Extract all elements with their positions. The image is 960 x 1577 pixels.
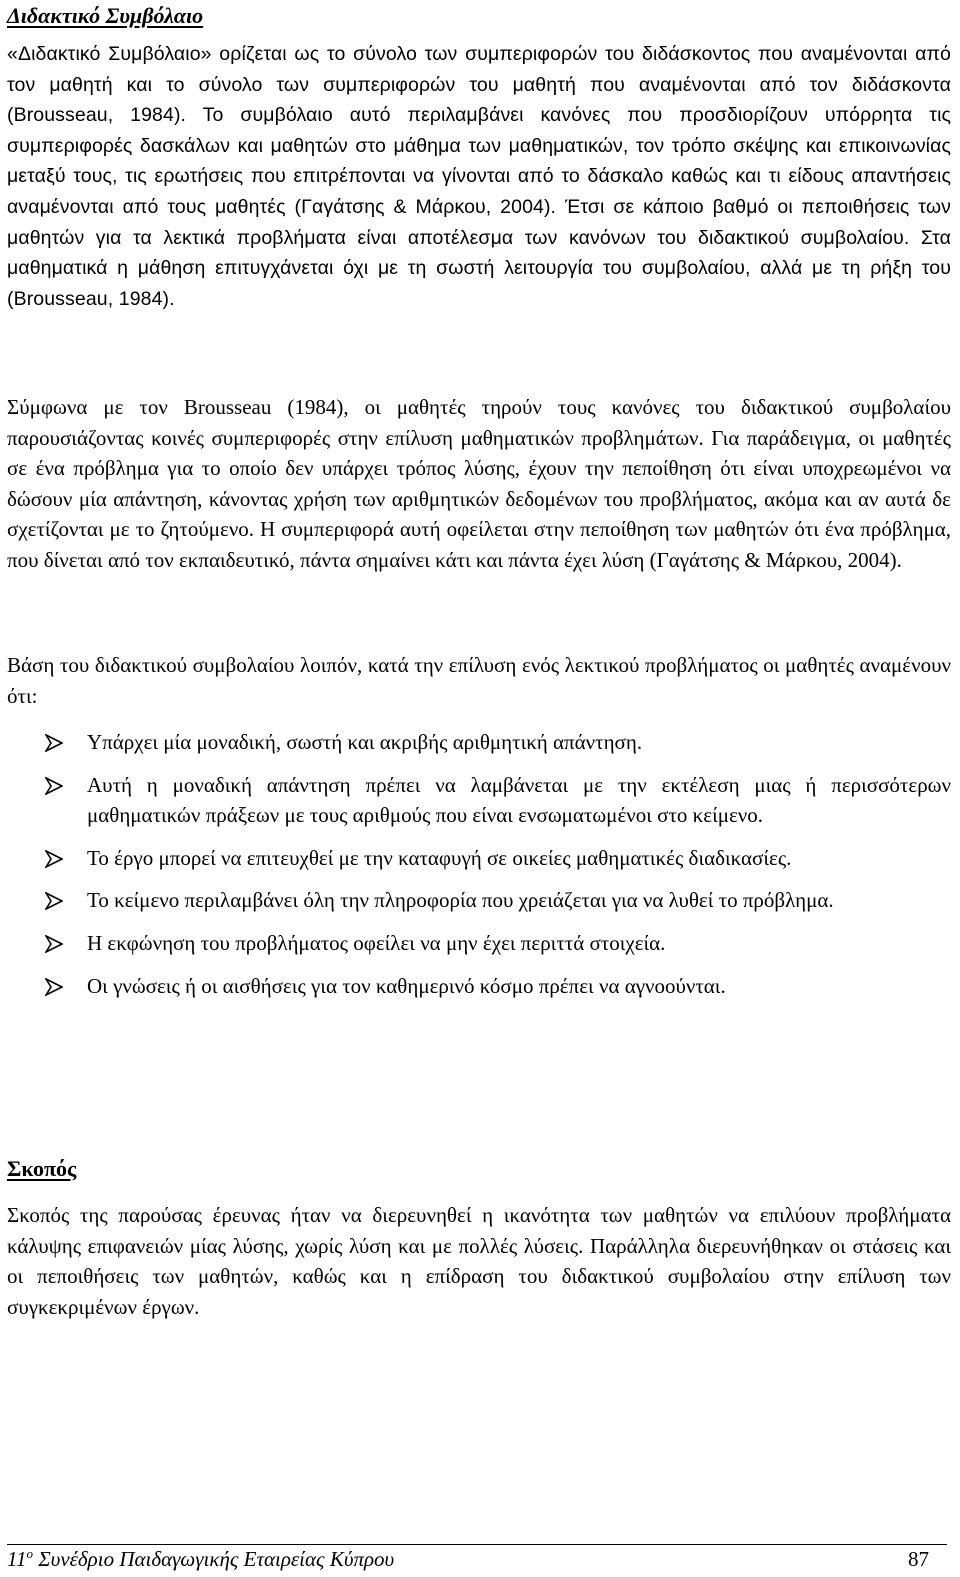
list-item (7, 727, 951, 758)
section-heading-didactic-contract: Διδακτικό Συμβόλαιο (7, 3, 204, 28)
list-item-text: Οι γνώσεις ή οι αισθήσεις για τον καθημερινό κόσμο πρέπει να αγνοούνται. (87, 973, 726, 998)
arrowhead-bullet-icon (45, 892, 63, 910)
list-item-text: Το κείμενο περιλαμβάνει όλη την πληροφορία που χρειάζεται για να λυθεί το πρόβλημα. (87, 888, 834, 913)
list-item (7, 770, 951, 831)
list-item-text: Αυτή η μοναδική απάντηση πρέπει να λαμβάνεται με την εκτέλεση μιας ή περισσότερων μαθηματικών πράξεων με τους αριθμούς που είναι ενσωματωμένοι στο κείμενο. (87, 772, 951, 828)
arrowhead-bullet-icon (45, 850, 63, 868)
list-item (7, 971, 951, 1002)
arrowhead-bullet-icon (45, 777, 63, 795)
paragraph-expectations-intro: Βάση του διδακτικού συμβολαίου λοιπόν, κατά την επίλυση ενός λεκτικού προβλήματος οι μαθητές αναμένουν ότι: (7, 653, 951, 708)
footer-conf-number: 11 (7, 1547, 27, 1571)
footer-conf-name: Συνέδριο Παιδαγωγικής Εταιρείας Κύπρου (32, 1547, 395, 1571)
list-item-text: Το έργο μπορεί να επιτευχθεί με την καταφυγή σε οικείες μαθηματικές διαδικασίες. (87, 845, 792, 870)
list-item-text: Η εκφώνηση του προβλήματος οφείλει να μην έχει περιττά στοιχεία. (87, 930, 666, 955)
arrowhead-bullet-icon (45, 734, 63, 752)
arrowhead-bullet-icon (45, 978, 63, 996)
list-item-text: Υπάρχει μία μοναδική, σωστή και ακριβής αριθμητική απάντηση. (87, 730, 643, 754)
list-item (7, 928, 951, 959)
arrowhead-bullet-icon (45, 935, 63, 953)
footer-conference-title (7, 1544, 394, 1574)
paragraph-definition: «Διδακτικό Συμβόλαιο» ορίζεται ως το σύνολο των συμπεριφορών του διδάσκοντος που αναμένονται από τον μαθητή και το σύνολο των συμπεριφορών του μαθητή που αναμένονται από τον διδάσκοντα (Brousseau, 1984). Το συμβόλαιο αυτό περιλαμβάνει κανόνες που προσδιορίζουν υπόρρητα τις συμπεριφορές δασκάλων και μαθητών στο μάθημα των μαθηματικών, τον τρόπο σκέψης και επικοινωνίας μεταξύ τους, τις ερωτήσεις που επιτρέπονται να γίνονται από το δάσκαλο καθώς και τι είδους απαντήσεις αναμένονται από τους μαθητές (Γαγάτσης & Μάρκου, 2004). Έτσι σε κάποιο βαθμό οι πεποιθήσεις των μαθητών για τα λεκτικά προβλήματα είναι αποτέλεσμα των κανόνων του διδακτικού συμβολαίου. Στα μαθηματικά η μάθηση επιτυγχάνεται όχι με τη σωστή λειτουργία του συμβολαίου, αλλά με τη ρήξη του (Brousseau, 1984). (7, 43, 951, 310)
paragraph-brousseau: Σύμφωνα με τον Brousseau (1984), οι μαθητές τηρούν τους κανόνες του διδακτικού συμβολαίου παρουσιάζοντας κοινές συμπεριφορές στην επίλυση μαθηματικών προβλημάτων. Για παράδειγμα, οι μαθητές σε ένα πρόβλημα για το οποίο δεν υπάρχει τρόπος λύσης, έχουν την πεποίθηση ότι είναι υποχρεωμένοι να δώσουν μία απάντηση, κάνοντας χρήση των αριθμητικών δεδομένων του προβλήματος, ακόμα και αν αυτά δε σχετίζονται με το ζητούμενο. Η συμπεριφορά αυτή οφείλεται στην πεποίθηση των μαθητών ότι ένα πρόβλημα, που δίνεται από τον εκπαιδευτικό, πάντα σημαίνει κάτι και πάντα έχει λύση (Γαγάτσης & Μάρκου, 2004). (7, 395, 951, 572)
paragraph-purpose: Σκοπός της παρούσας έρευνας ήταν να διερευνηθεί η ικανότητα των μαθητών να επιλύουν προβλήματα κάλυψης επιφανειών μίας λύσης, χωρίς λύση και με πολλές λύσεις. Παράλληλα διερευνήθηκαν οι στάσεις και οι πεποιθήσεις των μαθητών, καθώς και η επίδραση του διδακτικού συμβολαίου στην επίλυση των συγκεκριμένων έργων. (7, 1203, 951, 1319)
list-item (7, 843, 951, 874)
section-heading-purpose: Σκοπός (7, 1156, 77, 1181)
expectations-list (7, 727, 951, 1001)
footer-conf-ordinal: ο (26, 1546, 33, 1561)
page-number: 87 (908, 1547, 929, 1571)
list-item (7, 885, 951, 916)
